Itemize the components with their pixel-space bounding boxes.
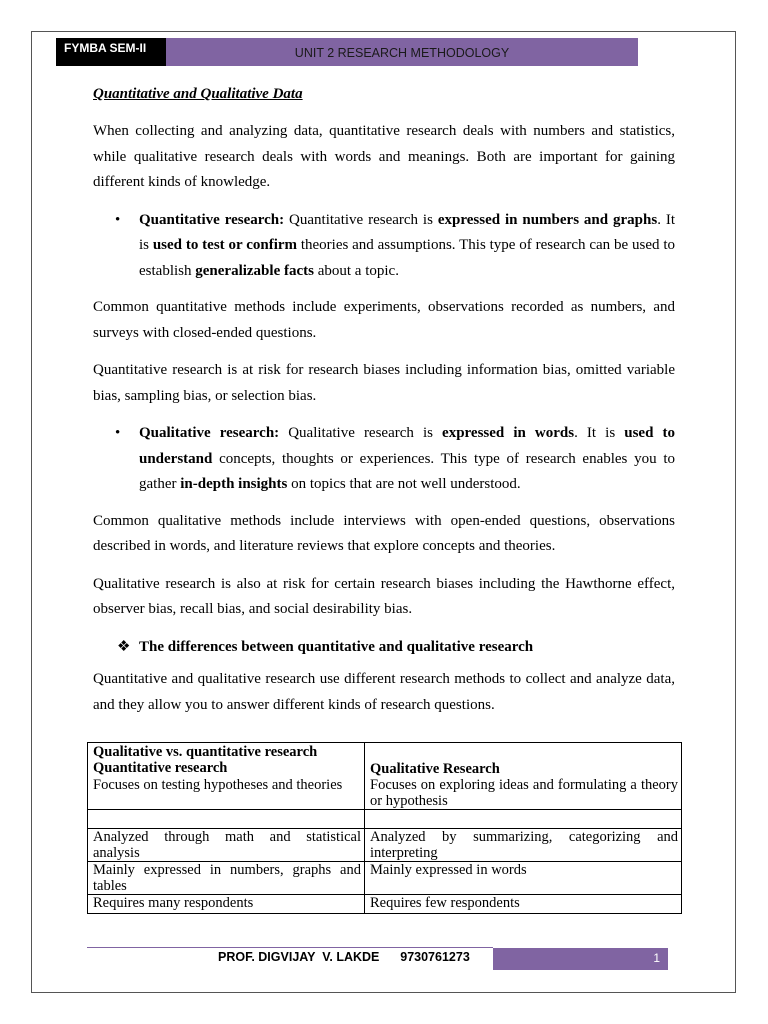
table-header-right: [365, 743, 682, 778]
table-cell: Requires few respondents: [365, 895, 682, 914]
bullet-quantitative-text: Quantitative research: Quantitative research is expressed in numbers and graphs. It is used to test or confirm theories and assumptions. This type of research can be used to establish generalizable facts about a topic.: [139, 211, 675, 279]
table-cell: Focuses on testing hypotheses and theories: [88, 777, 365, 810]
table-header-row: [88, 743, 682, 778]
footer-author: PROF. DIGVIJAY V. LAKDE 9730761273: [218, 950, 470, 964]
page-number: 1: [493, 948, 668, 970]
table-col-qualitative: Qualitative Research: [370, 761, 500, 777]
bullet-qualitative-text: Qualitative research: Qualitative research is expressed in words. It is used to understand concepts, thoughts or experiences. This type of research enables you to gather in-depth insights on topics that are not well understood.: [139, 425, 675, 492]
table-cell: Analyzed by summarizing, categorizing and interpreting: [365, 829, 682, 862]
table-cell: Analyzed through math and statistical analysis: [88, 829, 365, 862]
table-col-quantitative: Quantitative research: [93, 760, 228, 776]
differences-paragraph: Quantitative and qualitative research use different research methods to collect and analyze data, and they allow you to answer different kinds of research questions.: [93, 671, 675, 713]
table-caption: Qualitative vs. quantitative research: [93, 744, 318, 760]
differences-heading: ❖ The differences between quantitative and qualitative research: [93, 635, 675, 661]
header-course-label: FYMBA SEM-II: [56, 38, 166, 66]
table-row: [88, 895, 682, 914]
bullet-dot-icon: •: [115, 211, 121, 228]
diamond-bullet-icon: ❖: [117, 638, 131, 655]
table-cell: Mainly expressed in words: [365, 862, 682, 895]
bullet-dot-icon: •: [115, 425, 121, 441]
table-header-left: [88, 743, 365, 778]
quant-bias-paragraph: Quantitative research is at risk for research biases including information bias, omitted variable bias, sampling bias, or selection bias.: [93, 362, 675, 404]
quant-methods-paragraph: Common quantitative methods include experiments, observations recorded as numbers, and surveys with closed-ended questions.: [93, 299, 675, 341]
table-row: [88, 829, 682, 862]
intro-paragraph: When collecting and analyzing data, quantitative research deals with numbers and statistics, while qualitative research deals with words and meanings. Both are important for gaining different kinds of knowledge.: [93, 123, 675, 190]
table-row: [88, 810, 682, 829]
bullet-quantitative: [93, 208, 675, 285]
table-cell: Mainly expressed in numbers, graphs and tables: [88, 862, 365, 895]
page-content: [93, 86, 675, 730]
bullet-qualitative: [93, 421, 675, 498]
header-unit-title: UNIT 2 RESEARCH METHODOLOGY: [166, 38, 638, 66]
table-cell: [365, 810, 682, 829]
table-cell: Focuses on exploring ideas and formulating a theory or hypothesis: [365, 777, 682, 810]
table-cell: [88, 810, 365, 829]
qual-bias-paragraph: Qualitative research is also at risk for certain research biases including the Hawthorne effect, observer bias, recall bias, and social desirability bias.: [93, 575, 675, 617]
table-row: [88, 777, 682, 810]
section-title: Quantitative and Qualitative Data: [93, 86, 303, 102]
comparison-table: [87, 742, 682, 914]
footer-phone: 9730761273: [400, 950, 470, 964]
table-cell: Requires many respondents: [88, 895, 365, 914]
table-row: [88, 862, 682, 895]
footer-divider: [87, 947, 493, 948]
qual-methods-paragraph: Common qualitative methods include interviews with open-ended questions, observations described in words, and literature reviews that explore concepts and theories.: [93, 512, 675, 554]
